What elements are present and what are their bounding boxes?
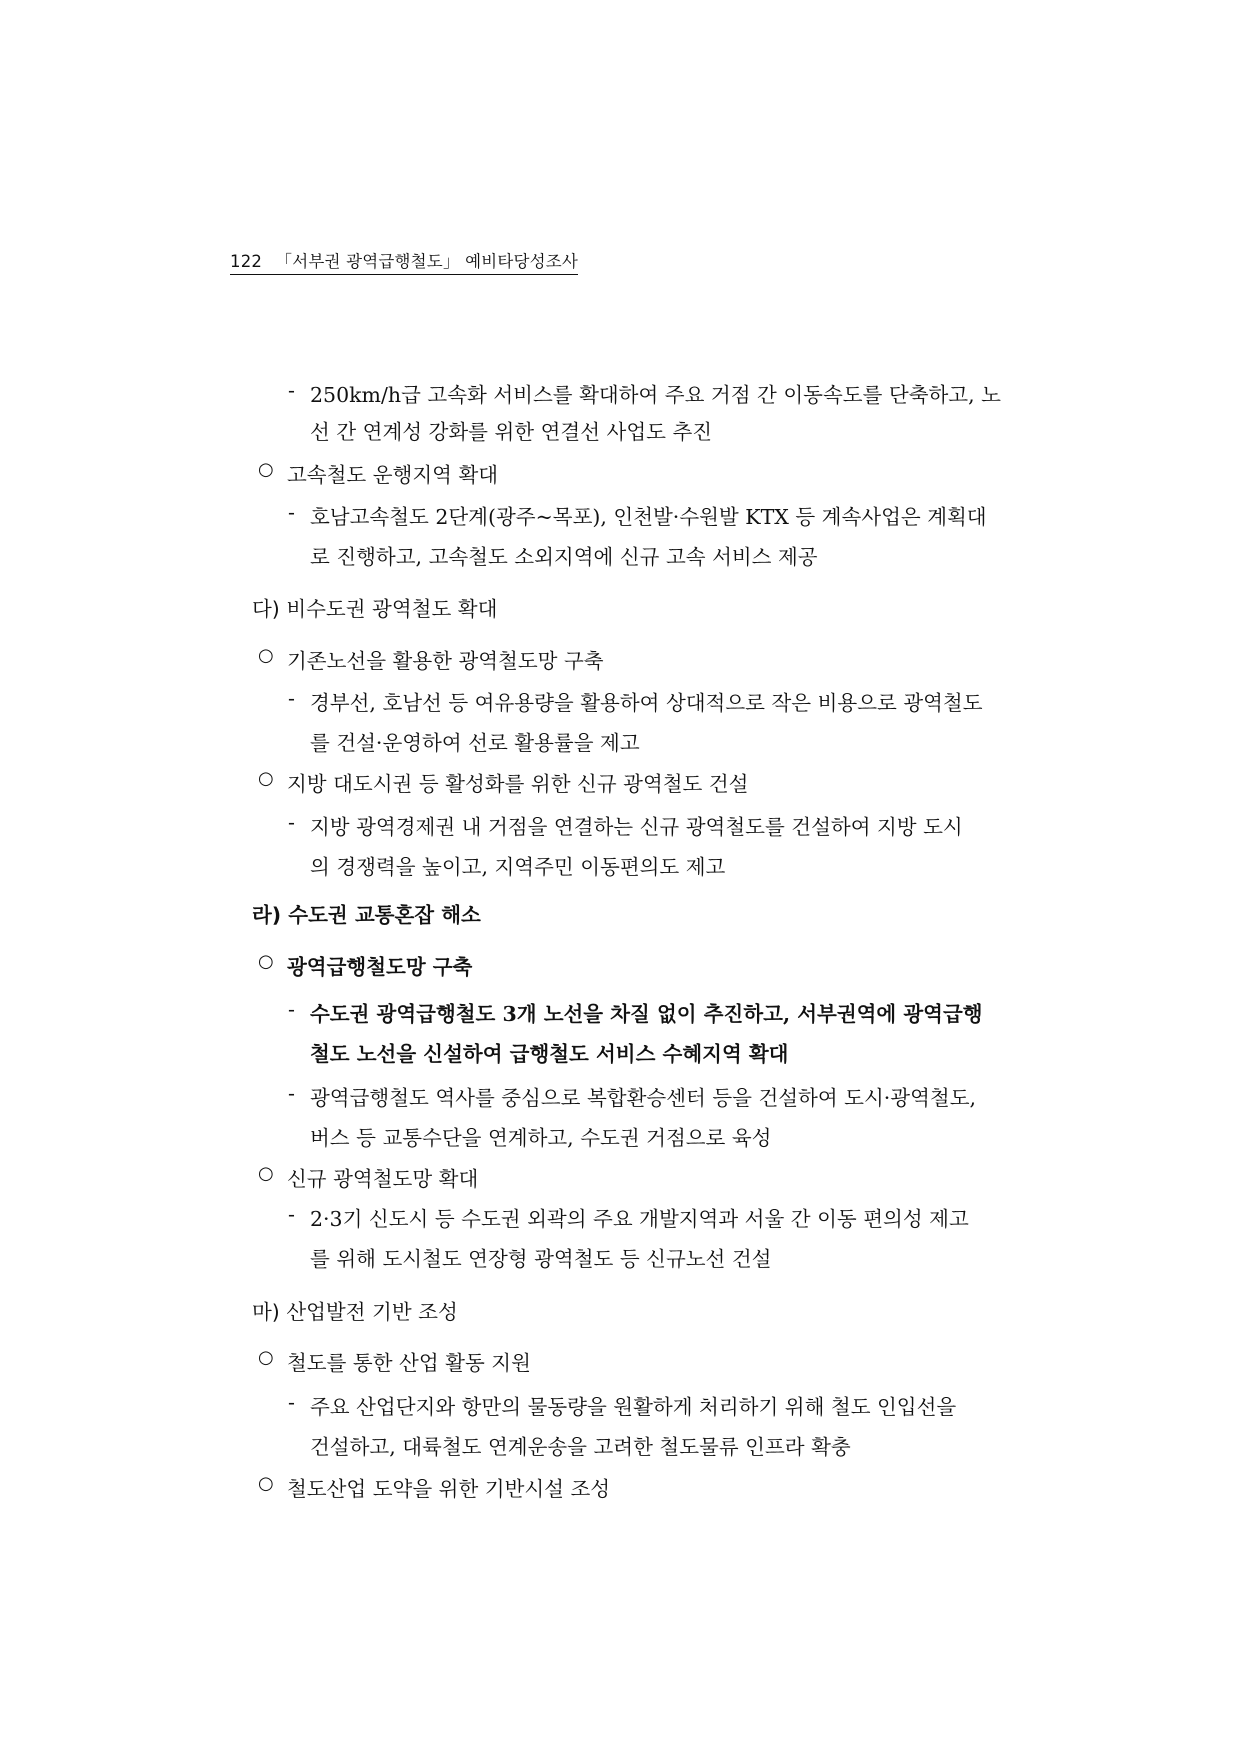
dash-bullet-icon: - [288, 1081, 295, 1105]
sub-bullet-continuation: 를 위해 도시철도 연장형 광역철도 등 신규노선 건설 [310, 1247, 772, 1271]
sub-bullet-continuation: 로 진행하고, 고속철도 소외지역에 신규 고속 서비스 제공 [310, 545, 818, 569]
sub-bullet-item: 수도권 광역급행철도 3개 노선을 차질 없이 추진하고, 서부권역에 광역급행 [310, 1002, 983, 1026]
bullet-item: 광역급행철도망 구축 [287, 955, 473, 979]
bullet-item: 기존노선을 활용한 광역철도망 구축 [287, 649, 604, 673]
dash-bullet-icon: - [288, 378, 295, 402]
sub-bullet-continuation: 철도 노선을 신설하여 급행철도 서비스 수혜지역 확대 [310, 1042, 789, 1066]
dash-bullet-icon: - [288, 997, 295, 1021]
sub-bullet-item: 광역급행철도 역사를 중심으로 복합환승센터 등을 건설하여 도시·광역철도, [310, 1086, 977, 1110]
sub-bullet-item: 지방 광역경제권 내 거점을 연결하는 신규 광역철도를 건설하여 지방 도시 [310, 815, 963, 839]
dash-bullet-icon: - [288, 810, 295, 834]
sub-bullet-continuation: 버스 등 교통수단을 연계하고, 수도권 거점으로 육성 [310, 1126, 772, 1150]
dash-bullet-icon: - [288, 500, 295, 524]
sub-bullet-continuation: 의 경쟁력을 높이고, 지역주민 이동편의도 제고 [310, 855, 726, 879]
circle-bullet-icon: ○ [258, 1473, 274, 1494]
sub-bullet-item: 호남고속철도 2단계(광주~목포), 인천발·수원발 KTX 등 계속사업은 계획대 [310, 505, 987, 529]
circle-bullet-icon: ○ [258, 645, 274, 666]
sub-bullet-item: 2·3기 신도시 등 수도권 외곽의 주요 개발지역과 서울 간 이동 편의성 제고 [310, 1207, 969, 1231]
bullet-item: 신규 광역철도망 확대 [287, 1167, 479, 1191]
circle-bullet-icon: ○ [258, 1347, 274, 1368]
bullet-item: 지방 대도시권 등 활성화를 위한 신규 광역철도 건설 [287, 772, 749, 796]
section-heading: 마) 산업발전 기반 조성 [252, 1300, 458, 1324]
sub-bullet-item: 경부선, 호남선 등 여유용량을 활용하여 상대적으로 작은 비용으로 광역철도 [310, 691, 983, 715]
dash-bullet-icon: - [288, 686, 295, 710]
circle-bullet-icon: ○ [258, 951, 274, 972]
circle-bullet-icon: ○ [258, 1163, 274, 1184]
document-title: 「서부권 광역급행철도」 예비타당성조사 [275, 252, 579, 271]
bullet-item: 고속철도 운행지역 확대 [287, 463, 499, 487]
sub-bullet-continuation: 선 간 연계성 강화를 위한 연결선 사업도 추진 [310, 420, 713, 444]
section-heading: 다) 비수도권 광역철도 확대 [252, 597, 498, 621]
sub-bullet-continuation: 를 건설·운영하여 선로 활용률을 제고 [310, 731, 640, 755]
page-number: 122 [230, 252, 263, 271]
circle-bullet-icon: ○ [258, 768, 274, 789]
sub-bullet-item: 250km/h급 고속화 서비스를 확대하여 주요 거점 간 이동속도를 단축하고, 노 [310, 383, 1001, 407]
sub-bullet-item: 주요 산업단지와 항만의 물동량을 원활하게 처리하기 위해 철도 인입선을 [310, 1395, 957, 1419]
dash-bullet-icon: - [288, 1390, 295, 1414]
sub-bullet-continuation: 건설하고, 대륙철도 연계운송을 고려한 철도물류 인프라 확충 [310, 1435, 851, 1459]
dash-bullet-icon: - [288, 1202, 295, 1226]
bullet-item: 철도산업 도약을 위한 기반시설 조성 [287, 1477, 611, 1501]
running-header [230, 252, 578, 275]
bullet-item: 철도를 통한 산업 활동 지원 [287, 1351, 531, 1375]
circle-bullet-icon: ○ [258, 459, 274, 480]
section-heading: 라) 수도권 교통혼잡 해소 [252, 903, 481, 927]
